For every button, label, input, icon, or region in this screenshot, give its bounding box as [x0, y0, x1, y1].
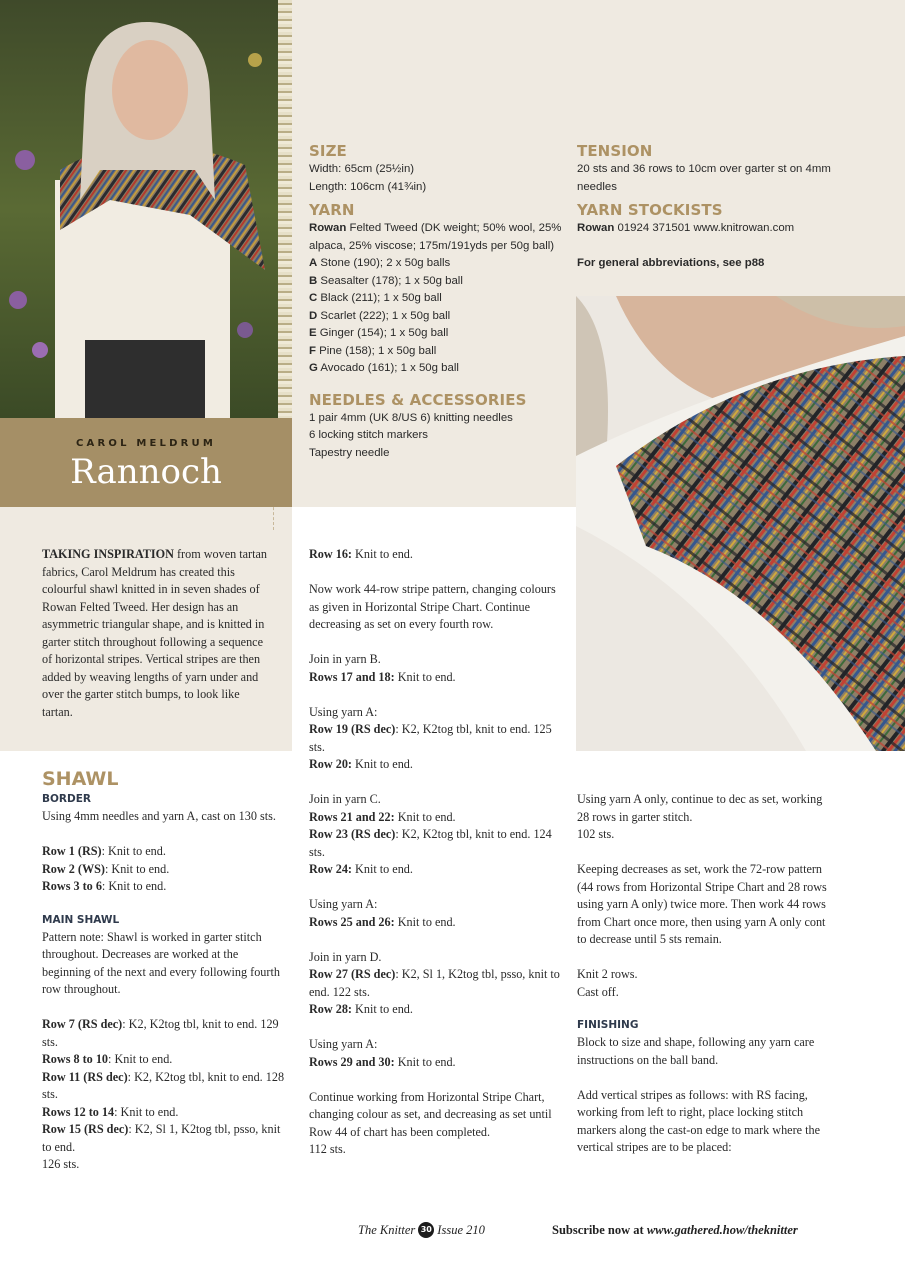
- sts-102: 102 sts.: [577, 827, 615, 841]
- shawl-heading: SHAWL: [42, 768, 119, 790]
- using-yarn-a: Using yarn A:: [309, 1037, 378, 1051]
- size-width: Width: 65cm (25½in): [309, 163, 415, 175]
- yarn-colour-b: B Seasalter (178); 1 x 50g ball: [309, 274, 463, 287]
- row-16: Row 16: Knit to end.: [309, 547, 413, 561]
- using-yarn-a: Using yarn A:: [309, 897, 378, 911]
- row-19: Row 19 (RS dec): K2, K2tog tbl, knit to end. 125 sts.: [309, 722, 552, 754]
- model-wearing-shawl-photo: [0, 0, 280, 418]
- yarn-description: Rowan Felted Tweed (DK weight; 50% wool, 25% alpaca, 25% viscose; 175m/191yds per 50g ball): [309, 222, 562, 252]
- row-11: Row 11 (RS dec): K2, K2tog tbl, knit to end. 128 sts.: [42, 1069, 285, 1101]
- subscribe-label: Subscribe now at: [552, 1223, 647, 1237]
- pattern-name: Rannoch: [70, 452, 222, 492]
- abbreviations-note: For general abbreviations, see p88: [577, 256, 765, 269]
- magazine-name: The Knitter: [358, 1223, 416, 1237]
- stripe-instructions-column: [309, 546, 563, 1159]
- size-heading: SIZE: [309, 142, 347, 160]
- footer-subscribe: [552, 1223, 798, 1238]
- cast-off: Cast off.: [577, 984, 619, 999]
- row-23: Row 23 (RS dec): K2, K2tog tbl, knit to end. 124 sts.: [309, 827, 552, 859]
- vertical-stripes-text: Add vertical stripes as follows: with RS facing, working from left to right, place locking stitch markers along the cast-on edge to mark where the vertical stripes are to be placed:: [577, 1087, 820, 1154]
- row-15-sts: 126 sts.: [42, 1157, 80, 1171]
- rows-21-22: Rows 21 and 22: Knit to end.: [309, 809, 456, 824]
- repeat-pattern-note: Keeping decreases as set, work the 72-row pattern (44 rows from Horizontal Stripe Chart and 28 rows using yarn A only) twice more. Then work 44 rows from Chart once more, then using yarn A only cont to decrease until 5 sts remain.: [577, 862, 827, 946]
- sts-112: 112 sts.: [309, 1142, 346, 1156]
- border-heading: BORDER: [42, 793, 91, 805]
- rows-17-18: Rows 17 and 18: Knit to end.: [309, 669, 456, 684]
- join-yarn-c: Join in yarn C.: [309, 792, 381, 806]
- row-28: Row 28: Knit to end.: [309, 1002, 413, 1016]
- cast-on-text: Using 4mm needles and yarn A, cast on 130 sts.: [42, 809, 276, 823]
- row-15: Row 15 (RS dec): K2, Sl 1, K2tog tbl, psso, knit to end.: [42, 1122, 281, 1154]
- pattern-note: Pattern note: Shawl is worked in garter stitch throughout. Decreases are worked at the beginning of the next and every following fourth row throughout.: [42, 929, 280, 996]
- yarn-heading: YARN: [309, 201, 355, 219]
- yarn-colour-f: F Pine (158); 1 x 50g ball: [309, 344, 437, 357]
- row-20: Row 20: Knit to end.: [309, 757, 413, 771]
- needles-item: Tapestry needle: [309, 446, 390, 459]
- using-yarn-a: Using yarn A:: [309, 704, 378, 719]
- finishing-column: [577, 791, 835, 1157]
- pattern-info-column-2: [577, 141, 847, 272]
- yarn-colour-a: A Stone (190); 2 x 50g balls: [309, 257, 451, 269]
- footer-issue: [358, 1223, 485, 1239]
- stripe-note: Now work 44-row stripe pattern, changing colours as given in Horizontal Stripe Chart. Continue decreasing as set on every fourth row.: [309, 582, 556, 631]
- rows-25-26: Rows 25 and 26: Knit to end.: [309, 914, 456, 929]
- photo-edge-stitching: [278, 0, 292, 420]
- row-7: Row 7 (RS dec): K2, K2tog tbl, knit to end. 129 sts.: [42, 1017, 279, 1049]
- stockists-heading: YARN STOCKISTS: [577, 201, 723, 219]
- shawl-closeup-photo: [576, 296, 905, 751]
- intro-text: TAKING INSPIRATION from woven tartan fabrics, Carol Meldrum has created this colourful shawl knitted in in seven shades of Rowan Felted Tweed. Her design has an asymmetric triangular shape, and is knitted in garter stitch throughout following a sequence of horizontal stripes. Vertical stripes are then added by weaving lengths of yarn under and over the garter stitch bumps, to look like tartan.: [42, 547, 268, 719]
- tension-text: 20 sts and 36 rows to 10cm over garter st on 4mm needles: [577, 163, 831, 193]
- join-yarn-b: Join in yarn B.: [309, 652, 381, 666]
- subscribe-url[interactable]: www.gathered.how/theknitter: [646, 1223, 798, 1237]
- main-shawl-heading: MAIN SHAWL: [42, 913, 120, 926]
- shawl-instructions-column: [42, 767, 288, 1174]
- size-length: Length: 106cm (41¾in): [309, 180, 427, 193]
- yarn-a-only-note: Using yarn A only, continue to dec as set, working 28 rows in garter stitch.: [577, 792, 823, 824]
- continue-note: Continue working from Horizontal Stripe Chart, changing colour as set, and decreasing as set until Row 44 of chart has been completed.: [309, 1089, 552, 1139]
- row-24: Row 24: Knit to end.: [309, 862, 413, 876]
- rows-3-6: Rows 3 to 6: Knit to end.: [42, 879, 167, 893]
- stockists-text: Rowan 01924 371501 www.knitrowan.com: [577, 222, 795, 234]
- row-27: Row 27 (RS dec): K2, Sl 1, K2tog tbl, psso, knit to end. 122 sts.: [309, 967, 560, 999]
- needles-item: 6 locking stitch markers: [309, 429, 429, 441]
- finishing-text: Block to size and shape, following any yarn care instructions on the ball band.: [577, 1035, 815, 1067]
- rows-8-10: Rows 8 to 10: Knit to end.: [42, 1052, 173, 1066]
- yarn-colour-c: C Black (211); 1 x 50g ball: [309, 292, 442, 304]
- tension-heading: TENSION: [577, 142, 653, 160]
- row-2: Row 2 (WS): Knit to end.: [42, 861, 170, 876]
- rows-12-14: Rows 12 to 14: Knit to end.: [42, 1104, 179, 1119]
- page-number: 30: [418, 1222, 434, 1238]
- pattern-info-column-1: [309, 141, 571, 462]
- join-yarn-d: Join in yarn D.: [309, 949, 382, 964]
- issue-number: Issue 210: [437, 1223, 485, 1237]
- pattern-title-box: [0, 418, 292, 507]
- rows-29-30: Rows 29 and 30: Knit to end.: [309, 1054, 456, 1069]
- designer-name: CAROL MELDRUM: [76, 438, 216, 449]
- yarn-colour-e: E Ginger (154); 1 x 50g ball: [309, 327, 449, 339]
- yarn-colour-g: G Avocado (161); 1 x 50g ball: [309, 362, 459, 374]
- finishing-heading: FINISHING: [577, 1019, 639, 1031]
- yarn-colour-d: D Scarlet (222); 1 x 50g ball: [309, 309, 451, 322]
- needles-item: 1 pair 4mm (UK 8/US 6) knitting needles: [309, 411, 513, 424]
- knit-2-rows: Knit 2 rows.: [577, 967, 638, 981]
- needles-heading: NEEDLES & ACCESSORIES: [309, 390, 527, 409]
- row-1: Row 1 (RS): Knit to end.: [42, 844, 166, 858]
